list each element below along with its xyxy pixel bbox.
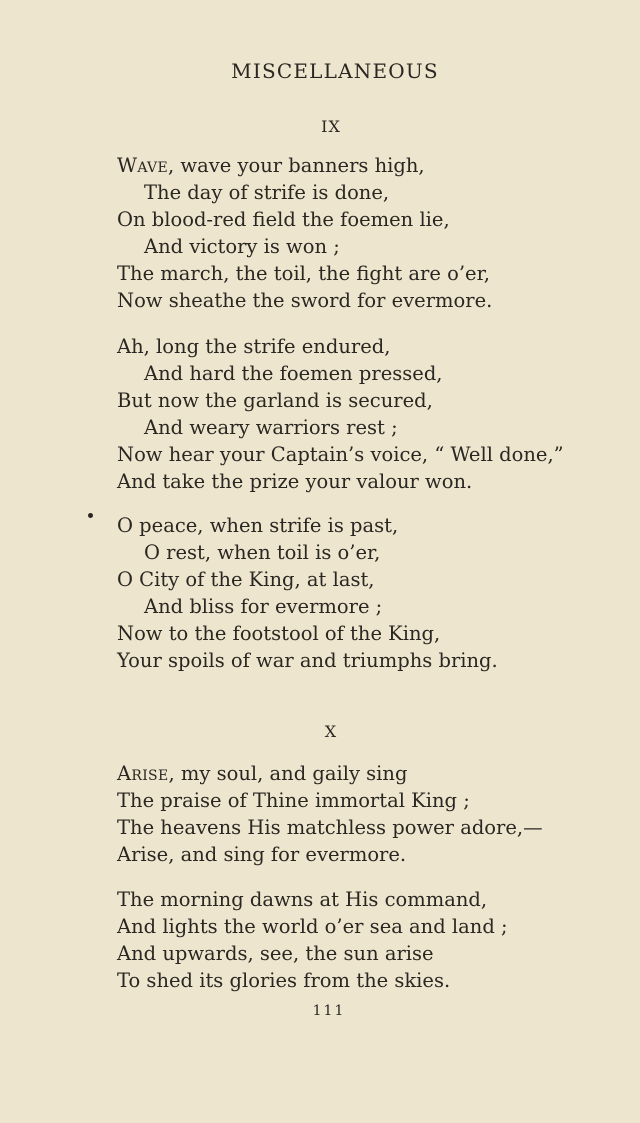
verse-line: Ah, long the strife endured, xyxy=(117,335,391,358)
poem-number-x: X xyxy=(324,722,338,741)
verse-line: The march, the toil, the fight are o’er, xyxy=(117,262,490,285)
verse-line: And take the prize your valour won. xyxy=(117,470,473,493)
verse-line: Your spoils of war and triumphs bring. xyxy=(117,649,498,672)
poem-number-ix: IX xyxy=(321,117,341,136)
verse-line: The day of strife is done, xyxy=(144,181,390,204)
verse-line: And victory is won ; xyxy=(144,235,340,258)
verse-line: Now to the footstool of the King, xyxy=(117,622,441,645)
verse-line xyxy=(117,152,617,179)
verse-line: To shed its glories from the skies. xyxy=(117,969,451,992)
verse-line: The praise of Thine immortal King ; xyxy=(117,789,470,812)
verse-line: Now sheathe the sword for evermore. xyxy=(117,289,493,312)
page-number: 111 xyxy=(312,1003,346,1019)
verse-line: O peace, when strife is past, xyxy=(117,514,399,537)
verse-line xyxy=(117,760,617,787)
ink-speck xyxy=(88,513,93,518)
verse-line: Now hear your Captain’s voice, “ Well done,” xyxy=(117,443,564,466)
poem-ix-stanza-2 xyxy=(117,333,617,495)
poem-x-stanza-2 xyxy=(117,886,617,994)
opening-word: Wave xyxy=(117,154,168,177)
verse-line: But now the garland is secured, xyxy=(117,389,433,412)
verse-line: On blood-red field the foemen lie, xyxy=(117,208,450,231)
verse-line: The morning dawns at His command, xyxy=(117,888,488,911)
running-head: MISCELLANEOUS xyxy=(231,59,439,83)
poem-ix-stanza-1 xyxy=(117,152,617,314)
verse-line: O City of the King, at last, xyxy=(117,568,375,591)
verse-line: And weary warriors rest ; xyxy=(144,416,398,439)
opening-word: Arise xyxy=(117,762,169,785)
verse-line: And lights the world o’er sea and land ; xyxy=(117,915,508,938)
verse-line: The heavens His matchless power adore,— xyxy=(117,816,543,839)
verse-line: And hard the foemen pressed, xyxy=(144,362,443,385)
verse-line: And bliss for evermore ; xyxy=(144,595,383,618)
poem-x-stanza-1 xyxy=(117,760,617,868)
verse-line: And upwards, see, the sun arise xyxy=(117,942,434,965)
verse-line: O rest, when toil is o’er, xyxy=(144,541,381,564)
verse-text: , wave your banners high, xyxy=(168,154,425,177)
verse-text: , my soul, and gaily sing xyxy=(168,762,408,785)
poem-ix-stanza-3 xyxy=(117,512,617,674)
verse-line: Arise, and sing for evermore. xyxy=(117,843,407,866)
